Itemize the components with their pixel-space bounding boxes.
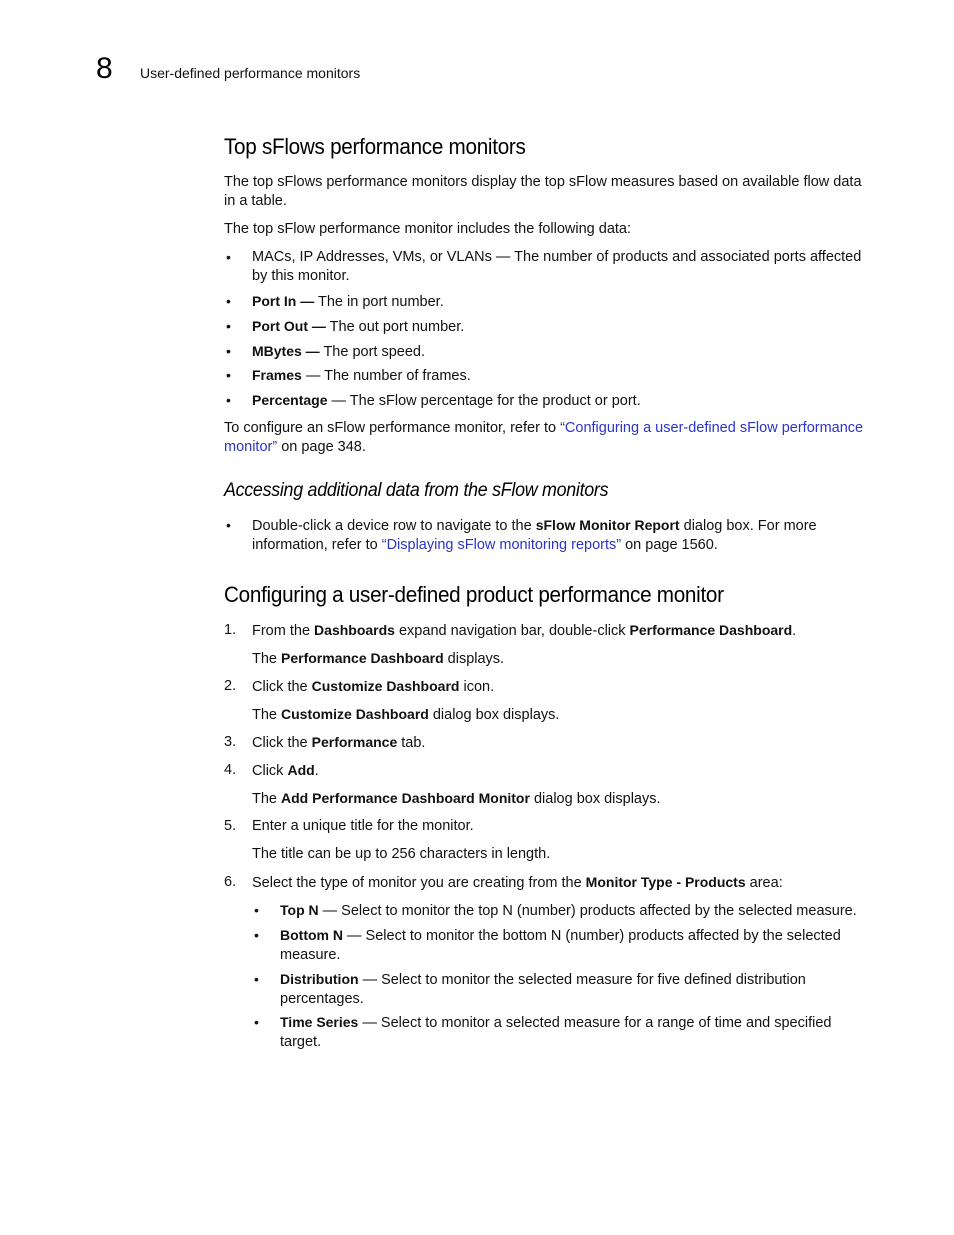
section-heading-top-sflows: Top sFlows performance monitors (224, 134, 526, 159)
list-item: • Distribution — Select to monitor the selected measure for five defined distribution percentages. (280, 970, 872, 1009)
config-reference: To configure an sFlow performance monitor, refer to “Configuring a user-defined sFlow performance monitor” on page 348. (224, 420, 864, 455)
running-header: User-defined performance monitors (140, 65, 361, 81)
step-1-result: The Performance Dashboard displays. (252, 650, 505, 667)
step-2-result: The Customize Dashboard dialog box displays. (252, 706, 560, 723)
subsection-heading-accessing: Accessing additional data from the sFlow monitors (224, 480, 609, 501)
lead-paragraph: The top sFlow performance monitor includes the following data: (224, 221, 632, 237)
step-4-result: The Add Performance Dashboard Monitor dialog box displays. (252, 790, 661, 807)
step-5-note: The title can be up to 256 characters in length. (252, 846, 551, 862)
list-item: • Bottom N — Select to monitor the bottom N (number) products affected by the selected measure. (280, 926, 872, 965)
list-item: • MACs, IP Addresses, VMs, or VLANs — The number of products and associated ports affected by this monitor. (252, 248, 872, 286)
list-item: • Port Out — The out port number. (252, 317, 872, 337)
display-reports-link[interactable]: “Displaying sFlow monitoring reports” (381, 537, 622, 553)
list-item: • Percentage — The sFlow percentage for the product or port. (252, 391, 872, 411)
list-item: • Top N — Select to monitor the top N (number) products affected by the selected measure. (280, 901, 872, 921)
list-item: • Double-click a device row to navigate to the sFlow Monitor Report dialog box. For more information, refer to “Displaying sFlow monitoring reports” on page 1560. (252, 516, 872, 555)
list-item: • Time Series — Select to monitor a selected measure for a range of time and specified target. (280, 1013, 872, 1052)
section-heading-configuring: Configuring a user-defined product performance monitor (224, 582, 724, 607)
list-item: • Frames — The number of frames. (252, 366, 872, 386)
chapter-number: 8 (96, 52, 113, 85)
config-sflow-link[interactable]: “Configuring a user-defined sFlow performance monitor” (224, 420, 864, 455)
intro-paragraph: The top sFlows performance monitors display the top sFlow measures based on available flow data in a table. (224, 174, 862, 209)
list-item: • MBytes — The port speed. (252, 342, 872, 362)
list-item: • Port In — The in port number. (252, 292, 872, 312)
